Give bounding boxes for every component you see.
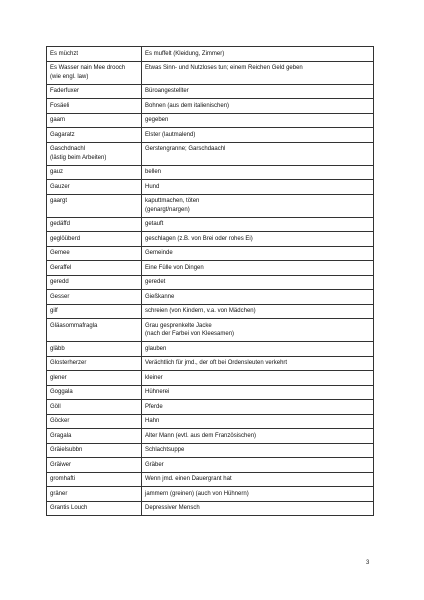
meaning-line: glauben [145, 345, 167, 352]
table-row [47, 84, 374, 99]
term-cell [47, 319, 142, 342]
term-cell [47, 47, 142, 62]
term-line: gaargt [50, 198, 68, 204]
term-line: Gläasommafragla [50, 322, 98, 329]
term-cell [47, 194, 142, 217]
meaning-cell [142, 501, 374, 516]
table-row [47, 194, 374, 217]
term-line: Gemee [50, 250, 70, 256]
table-row [47, 501, 374, 516]
term-cell [47, 342, 142, 357]
term-line: Göll [50, 403, 61, 410]
term-line: glener [50, 374, 67, 381]
term-cell [47, 180, 142, 195]
term-line: gauz [50, 169, 64, 175]
term-cell [47, 400, 142, 415]
table-row [47, 443, 374, 458]
table-row [47, 371, 374, 386]
meaning-line: Eine Fülle von Dingen [145, 264, 204, 271]
term-cell [47, 443, 142, 458]
meaning-cell [142, 142, 374, 165]
meaning-line: Gießkanne [145, 293, 175, 300]
term-cell [47, 429, 142, 444]
term-line: Goggala [50, 389, 73, 395]
term-cell [47, 217, 142, 232]
term-cell [47, 84, 142, 99]
term-line: gläbb [50, 345, 65, 352]
term-line: Glosterherzer [50, 360, 87, 366]
term-line: Gagaratz [50, 131, 75, 138]
term-cell [47, 472, 142, 487]
term-line: gräner [50, 490, 68, 497]
meaning-line: Gemeinde [145, 250, 173, 256]
meaning-line: Bohnen (aus dem italienischen) [145, 102, 230, 109]
term-line: Es müchzt [50, 50, 79, 57]
meaning-cell [142, 246, 374, 261]
term-cell [47, 356, 142, 371]
term-cell [47, 99, 142, 114]
table-row [47, 142, 374, 165]
meaning-cell [142, 275, 374, 290]
meaning-cell [142, 99, 374, 114]
table-row [47, 232, 374, 247]
table-row [47, 342, 374, 357]
term-cell [47, 414, 142, 429]
meaning-cell [142, 414, 374, 429]
term-line: Fosäeli [50, 102, 70, 109]
meaning-cell [142, 61, 374, 84]
meaning-line: Gräber [145, 461, 164, 468]
term-cell [47, 501, 142, 516]
meaning-line: geschlagen (z.B. von Brei oder rohes Ei) [145, 235, 253, 242]
table-row [47, 356, 374, 371]
term-cell [47, 128, 142, 143]
meaning-line: Büroangestellter [145, 88, 189, 94]
meaning-cell [142, 429, 374, 444]
meaning-line: getauft [145, 221, 164, 227]
meaning-line: Wenn jmd. einen Dauergrant hat [145, 476, 232, 482]
meaning-cell [142, 458, 374, 473]
term-cell [47, 232, 142, 247]
table-row [47, 180, 374, 195]
meaning-line: Hund [145, 183, 160, 190]
meaning-cell [142, 371, 374, 386]
meaning-line: Grau gesprenkelte Jacke [145, 322, 212, 329]
term-line: Es Wasser nain Mee drooch [50, 65, 126, 71]
meaning-line: jammern (greinen) (auch von Hühnern) [145, 490, 249, 497]
table-row [47, 47, 374, 62]
table-row [47, 261, 374, 276]
glossary-body [47, 47, 374, 516]
term-line: gilf [50, 308, 58, 314]
term-cell [47, 290, 142, 305]
page-number: 3 [366, 560, 370, 566]
meaning-line: Hahn [145, 418, 160, 424]
meaning-cell [142, 128, 374, 143]
meaning-cell [142, 487, 374, 502]
meaning-line: gegeben [145, 117, 169, 123]
meaning-cell [142, 356, 374, 371]
meaning-cell [142, 319, 374, 342]
term-line: gromhafti [50, 476, 76, 482]
table-row [47, 429, 374, 444]
term-line: (lästig beim Arbeiten) [50, 154, 107, 161]
meaning-cell [142, 84, 374, 99]
term-cell [47, 113, 142, 128]
meaning-cell [142, 342, 374, 357]
meaning-cell [142, 180, 374, 195]
table-row [47, 385, 374, 400]
term-cell [47, 246, 142, 261]
meaning-line: kleiner [145, 374, 163, 381]
term-cell [47, 385, 142, 400]
table-row [47, 414, 374, 429]
glossary-table [46, 46, 374, 516]
term-line: Gauzer [50, 183, 70, 190]
meaning-line: (genargt/nargen) [145, 206, 190, 213]
meaning-line: schreien (von Kindern, v.a. von Mädchen) [145, 308, 256, 314]
term-line: geglöüberd [50, 235, 81, 242]
table-row [47, 319, 374, 342]
table-row [47, 290, 374, 305]
meaning-line: Etwas Sinn- und Nutzloses tun; einem Reichen Geld geben [145, 65, 303, 71]
table-row [47, 165, 374, 180]
table-row [47, 99, 374, 114]
term-cell [47, 458, 142, 473]
term-line: Gräielsubbn [50, 447, 83, 453]
meaning-line: bellen [145, 169, 162, 175]
meaning-cell [142, 113, 374, 128]
term-line: Göcker [50, 418, 70, 424]
table-row [47, 128, 374, 143]
term-cell [47, 487, 142, 502]
term-line: Gesser [50, 293, 70, 300]
term-line: geredd [50, 279, 69, 285]
term-line: gaam [50, 117, 66, 123]
meaning-line: geredet [145, 279, 166, 285]
term-cell [47, 142, 142, 165]
table-row [47, 275, 374, 290]
term-line: (wie engl. law) [50, 73, 89, 80]
meaning-cell [142, 304, 374, 319]
term-cell [47, 275, 142, 290]
term-cell [47, 371, 142, 386]
term-cell [47, 165, 142, 180]
table-row [47, 304, 374, 319]
meaning-line: Alter Mann (evtl. aus dem Französischen) [145, 432, 257, 439]
meaning-cell [142, 290, 374, 305]
term-line: Gaschdnachl [50, 146, 86, 152]
table-row [47, 113, 374, 128]
term-line: Gragala [50, 432, 72, 439]
meaning-line: Depressiver Mensch [145, 505, 200, 511]
term-line: Geraffel [50, 264, 72, 271]
meaning-cell [142, 261, 374, 276]
table-row [47, 487, 374, 502]
meaning-cell [142, 232, 374, 247]
meaning-cell [142, 165, 374, 180]
meaning-cell [142, 385, 374, 400]
table-row [47, 472, 374, 487]
table-row [47, 61, 374, 84]
meaning-line: Pferde [145, 403, 163, 410]
meaning-line: Schlachtsuppe [145, 447, 185, 453]
table-row [47, 458, 374, 473]
meaning-line: kaputtmachen, töten [145, 198, 200, 204]
term-cell [47, 304, 142, 319]
meaning-cell [142, 443, 374, 458]
term-line: Grantis Louch [50, 505, 88, 511]
meaning-cell [142, 47, 374, 62]
meaning-cell [142, 400, 374, 415]
term-line: Faderfuxer [50, 88, 80, 94]
meaning-line: Elster (lautmalend) [145, 131, 196, 138]
table-row [47, 400, 374, 415]
meaning-cell [142, 472, 374, 487]
meaning-line: (nach der Farbei von Kleesamen) [145, 331, 235, 337]
term-line: Gräiwer [50, 461, 72, 468]
term-line: gedäffd [50, 221, 70, 227]
meaning-line: Gerstengranne; Garschdaachl [145, 146, 226, 152]
table-row [47, 217, 374, 232]
meaning-cell [142, 217, 374, 232]
term-cell [47, 61, 142, 84]
meaning-line: Hühnerei [145, 389, 170, 395]
table-row [47, 246, 374, 261]
term-cell [47, 261, 142, 276]
meaning-cell [142, 194, 374, 217]
meaning-line: Es muffelt (Kleidung, Zimmer) [145, 50, 225, 57]
meaning-line: Verächtlich für jmd., der oft bei Ordensleuten verkehrt [145, 360, 288, 366]
